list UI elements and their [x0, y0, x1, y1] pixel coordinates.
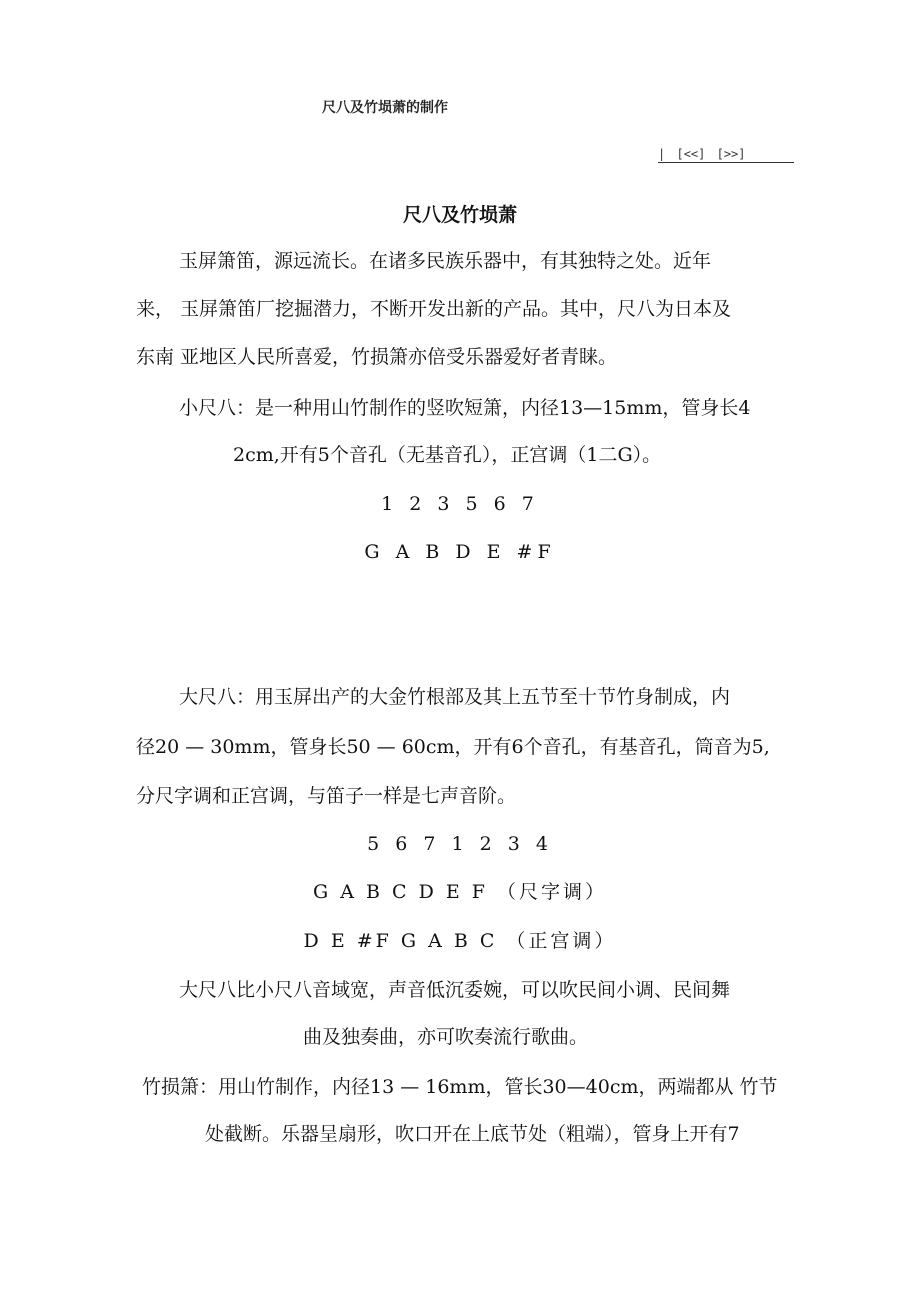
- intro-line-1: 玉屏箫笛，源远流长。在诸多民族乐器中，有其独特之处。近年: [179, 250, 712, 272]
- nav-separator: |: [658, 147, 666, 161]
- large-shakuhachi-line-3: 分尺字调和正宫调，与笛子一样是七声音阶。: [136, 785, 517, 807]
- large-scale-letters-chizi: G A B C D E F （尺字调）: [313, 881, 607, 903]
- prev-page-link[interactable]: [<<]: [676, 147, 706, 161]
- large-shakuhachi-line-1: 大尺八：用玉屏出产的大金竹根部及其上五节至十节竹身制成，内: [179, 686, 731, 708]
- comparison-line-1: 大尺八比小尺八音域宽，声音低沉委婉，可以吹民间小调、民间舞: [179, 979, 731, 1001]
- document-header-title: 尺八及竹埙萧的制作: [322, 100, 448, 116]
- large-scale-letters-zhenggong: D E #F G A B C （正宫调）: [303, 930, 617, 952]
- comparison-line-2: 曲及独奏曲，亦可吹奏流行歌曲。: [303, 1026, 589, 1048]
- small-scale-letters: G A B D E #F: [364, 541, 556, 563]
- small-scale-numbers: 1 2 3 5 6 7: [381, 493, 539, 515]
- large-shakuhachi-line-2: 径20 — 30mm，管身长50 — 60cm，开有6个音孔，有基音孔，筒音为5,: [136, 736, 770, 758]
- intro-line-2: 来， 玉屏箫笛厂挖掘潜力，不断开发出新的产品。其中，尺八为日本及: [136, 298, 732, 320]
- xun-xiao-line-2: 处截断。乐器呈扇形，吹口开在上底节处（粗端），管身上开有7: [205, 1123, 740, 1145]
- article-title: 尺八及竹埙萧: [402, 204, 517, 226]
- intro-line-3: 东南 亚地区人民所喜爱，竹损箫亦倍受乐器爱好者青睐。: [136, 346, 618, 368]
- small-shakuhachi-line-2: 2cm,开有5个音孔（无基音孔），正宫调（1二G）。: [233, 444, 662, 466]
- next-page-link[interactable]: [>>]: [716, 147, 746, 161]
- large-scale-numbers: 5 6 7 1 2 3 4: [367, 833, 553, 855]
- page-navigation: [658, 146, 794, 163]
- small-shakuhachi-line-1: 小尺八：是一种用山竹制作的竖吹短箫，内径13—15mm，管身长4: [179, 397, 751, 419]
- xun-xiao-line-1: 竹损箫：用山竹制作，内径13 — 16mm，管长30—40cm，两端都从 竹节: [142, 1076, 778, 1098]
